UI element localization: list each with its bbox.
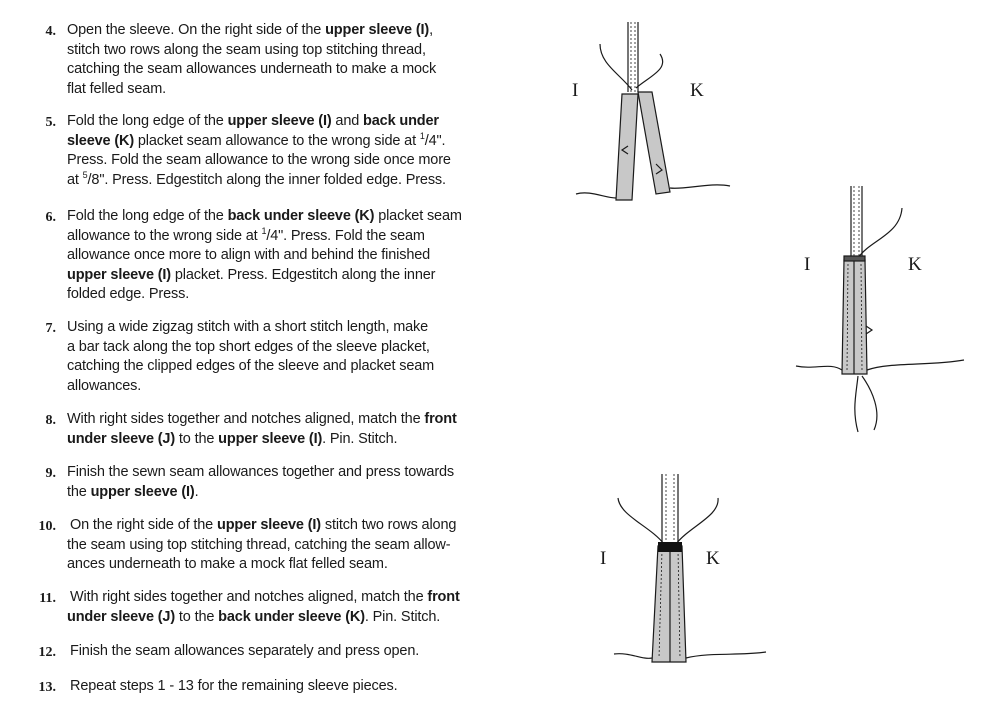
step-number: 5. [45,114,56,130]
step-text: With right sides together and notches aligned, match the front under sleeve (J) to the upper sleeve (I). Pin. Stitch. [67,411,457,447]
figure-mock-felled-seam [560,14,740,204]
step-number: 12. [38,644,56,660]
step-text: Finish the sewn seam allowances together and press towards the upper sleeve (I). [67,464,455,500]
label-back-under-sleeve: K [908,254,922,275]
step-number: 10. [38,518,56,534]
step-number: 9. [45,465,56,481]
step-text: Fold the long edge of the upper sleeve (I) and back under sleeve (K) placket seam allowance to the wrong side at $^1$/4". Press. Fold the seam allowance to the wrong side once more at $^5$/8". Press. Edgestitch along the inner folded edge. Press. [67,113,451,188]
step-number: 13. [38,679,56,695]
step-text: Fold the long edge of the back under sleeve (K) placket seam allowance to the wrong side at $^1$/4". Press. Fold the seam allowance once more to align with and behind the finished upper sleeve (I) placket. Press. Edgestitch along the inner folded edge. Press. [67,208,462,302]
step-text: With right sides together and notches aligned, match the front under sleeve (J) to the back under sleeve (K). Pin. Stitch. [67,589,460,625]
step-number: 4. [45,23,56,39]
figure-placket-edgestitch [790,180,970,440]
label-upper-sleeve: I [600,548,607,569]
step-number: 7. [45,320,56,336]
label-upper-sleeve: I [804,254,811,275]
label-back-under-sleeve: K [690,80,704,101]
bar-tack-illustration [614,474,766,662]
step-text: On the right side of the upper sleeve (I) stitch two rows along the seam using top stitching thread, catching the seam allow- ances underneath to make a mock flat felled seam. [67,517,457,572]
step-text: Open the sleeve. On the right side of the upper sleeve (I), stitch two rows along the seam using top stitching thread, catching the seam allowances underneath to make a mock flat felled seam. [67,22,437,97]
step-number: 11. [39,590,56,606]
step-text: Finish the seam allowances separately and press open. [70,643,420,659]
sleeve-seam-illustration [576,22,730,200]
label-back-under-sleeve: K [706,548,720,569]
label-upper-sleeve: I [572,80,579,101]
placket-illustration [796,186,964,432]
figure-bar-tack [590,466,770,671]
step-number: 8. [45,412,56,428]
step-text: Repeat steps 1 - 13 for the remaining sleeve pieces. [70,678,398,694]
step-text: Using a wide zigzag stitch with a short stitch length, make a bar tack along the top short edges of the sleeve placket, catching the clipped edges of the sleeve and placket seam allowances. [67,319,435,394]
step-number: 6. [45,209,56,225]
